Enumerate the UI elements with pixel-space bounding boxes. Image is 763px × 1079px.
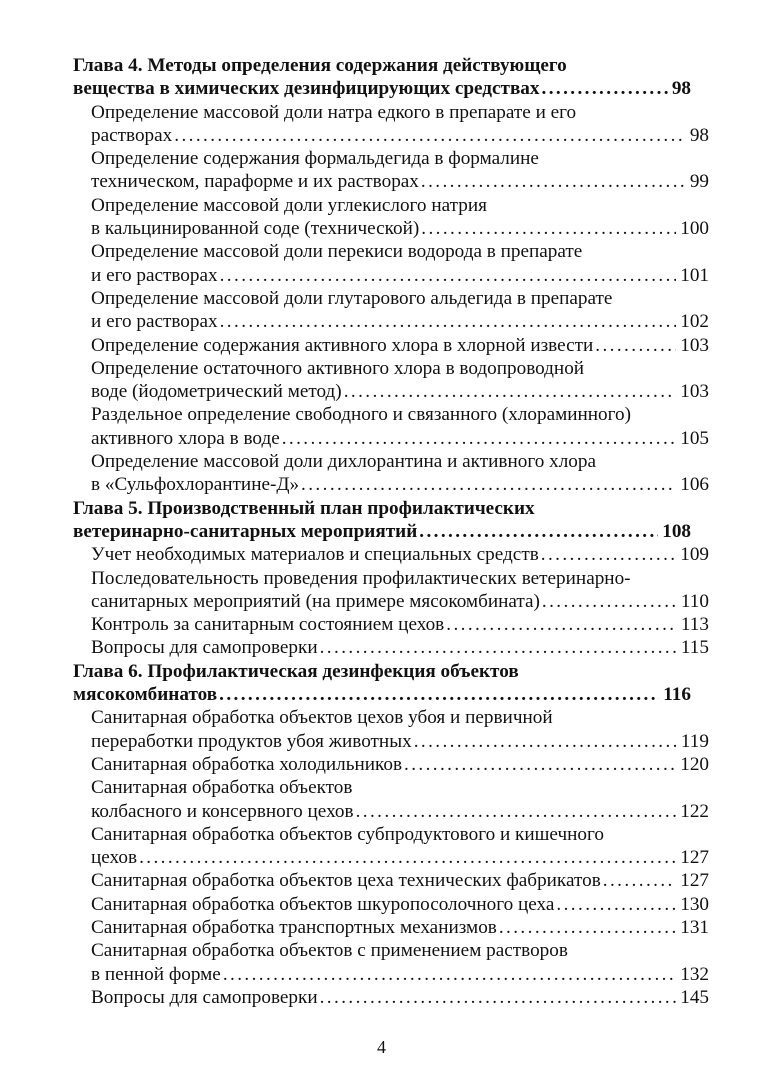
entry-leader-line <box>73 753 709 776</box>
entry-page-number: 102 <box>680 311 709 333</box>
entry-title-last-line: в кальцинированной соде (технической) <box>91 218 420 240</box>
dot-leader <box>414 730 677 753</box>
entry-title-last-line: воде (йодометрический метод) <box>91 381 342 403</box>
dot-leader <box>174 124 686 147</box>
entry-page-number: 120 <box>680 753 709 775</box>
chapter-title-last-line: ветеринарно-санитарных мероприятий <box>73 520 418 542</box>
dot-leader <box>356 800 677 823</box>
toc-entry[interactable] <box>73 916 709 939</box>
entry-leader-line <box>73 800 709 823</box>
entry-title-last-line: в пенной форме <box>91 963 221 985</box>
toc-entry[interactable] <box>73 893 709 916</box>
dot-leader <box>446 613 677 636</box>
chapter-page-number: 98 <box>671 78 691 100</box>
page-number: 4 <box>377 1037 386 1057</box>
toc-entry[interactable] <box>73 240 709 287</box>
dot-leader <box>421 217 676 240</box>
toc-entry[interactable] <box>73 753 709 776</box>
chapter-title-last-line: вещества в химических дезинфицирующих средствах <box>73 78 540 100</box>
entry-title-line: Определение содержания формальдегида в формалине <box>91 148 539 170</box>
entry-leader-line <box>73 170 709 193</box>
toc-entry[interactable] <box>73 543 709 566</box>
chapter-page-number: 108 <box>662 520 691 542</box>
entry-title-line: Определение остаточного активного хлора в водопроводной <box>91 357 585 379</box>
table-of-contents <box>73 54 709 1009</box>
entry-title-last-line: колбасного и консервного цехов <box>91 800 354 822</box>
dot-leader <box>139 846 676 869</box>
toc-entry[interactable] <box>73 706 709 753</box>
entry-page-number: 103 <box>680 381 709 403</box>
dot-leader <box>223 963 676 986</box>
entry-page-number: 106 <box>680 474 709 496</box>
entry-leader-line <box>73 613 709 636</box>
entry-title-last-line: Определение содержания активного хлора в хлорной извести <box>91 334 594 356</box>
entry-leader-line <box>73 543 709 566</box>
entry-page-number: 98 <box>689 124 709 146</box>
toc-chapter[interactable] <box>73 54 691 101</box>
entry-title-last-line: Санитарная обработка холодильников <box>91 753 402 775</box>
entry-title-line: Санитарная обработка объектов с применением растворов <box>91 940 568 962</box>
chapter-leader-line <box>73 520 691 543</box>
entry-title-last-line: и его растворах <box>91 311 218 333</box>
entry-leader-line <box>73 310 709 333</box>
entry-page-number: 113 <box>680 614 709 636</box>
toc-entry[interactable] <box>73 869 709 892</box>
toc-entry[interactable] <box>73 776 709 823</box>
toc-entry[interactable] <box>73 823 709 870</box>
toc-chapter[interactable] <box>73 497 691 544</box>
entry-title-last-line: Контроль за санитарным состоянием цехов <box>91 614 445 636</box>
toc-entry[interactable] <box>73 334 709 357</box>
dot-leader <box>282 427 677 450</box>
entry-title-last-line: активного хлора в воде <box>91 427 280 449</box>
entry-title-last-line: Санитарная обработка объектов шкуропосолочного цеха <box>91 893 555 915</box>
dot-leader <box>301 473 676 496</box>
entry-title-last-line: Вопросы для самопроверки <box>91 986 318 1008</box>
chapter-title-line: Глава 6. Профилактическая дезинфекция объектов <box>73 660 519 682</box>
entry-page-number: 131 <box>680 916 709 938</box>
dot-leader <box>320 636 677 659</box>
entry-title-last-line: санитарных мероприятий (на примере мясокомбината) <box>91 590 540 612</box>
entry-title-line: Раздельное определение свободного и связанного (хлораминного) <box>91 404 632 426</box>
entry-leader-line <box>73 334 709 357</box>
entry-page-number: 99 <box>689 171 709 193</box>
chapter-title-line: Глава 4. Методы определения содержания действующего <box>73 55 567 76</box>
dot-leader <box>541 543 676 566</box>
entry-page-number: 100 <box>680 218 709 240</box>
entry-leader-line <box>73 730 709 753</box>
entry-leader-line <box>73 427 709 450</box>
toc-entry[interactable] <box>73 357 709 404</box>
dot-leader <box>220 310 677 333</box>
entry-title-last-line: переработки продуктов убоя животных <box>91 730 412 752</box>
toc-entry[interactable] <box>73 613 709 636</box>
entry-leader-line <box>73 986 709 1009</box>
entry-title-line: Определение массовой доли дихлорантина и активного хлора <box>91 451 596 473</box>
entry-title-last-line: Санитарная обработка транспортных механизмов <box>91 916 497 938</box>
dot-leader <box>595 334 676 357</box>
toc-entry[interactable] <box>73 101 709 148</box>
entry-leader-line <box>73 916 709 939</box>
dot-leader <box>320 986 677 1009</box>
entry-leader-line <box>73 124 709 147</box>
entry-title-last-line: Санитарная обработка объектов цеха технических фабрикатов <box>91 870 601 892</box>
chapter-title-last-line: мясокомбинатов <box>73 684 218 706</box>
entry-page-number: 119 <box>680 730 709 752</box>
entry-leader-line <box>73 217 709 240</box>
entry-leader-line <box>73 869 709 892</box>
toc-entry[interactable] <box>73 986 709 1009</box>
dot-leader <box>219 683 659 706</box>
entry-leader-line <box>73 893 709 916</box>
entry-title-line: Санитарная обработка объектов цехов убоя и первичной <box>91 707 553 729</box>
entry-title-line: Определение массовой доли глутарового альдегида в препарате <box>91 287 613 309</box>
entry-title-last-line: в «Сульфохлорантине-Д» <box>91 474 300 496</box>
dot-leader <box>603 869 676 892</box>
entry-page-number: 115 <box>680 637 709 659</box>
dot-leader <box>344 380 677 403</box>
entry-title-line: Последовательность проведения профилактических ветеринарно- <box>91 567 631 589</box>
chapter-leader-line <box>73 77 691 100</box>
entry-page-number: 132 <box>680 963 709 985</box>
entry-page-number: 105 <box>680 427 709 449</box>
entry-title-last-line: Вопросы для самопроверки <box>91 637 318 659</box>
toc-entry[interactable] <box>73 147 709 194</box>
dot-leader <box>499 916 676 939</box>
entry-leader-line <box>73 264 709 287</box>
entry-title-line: Санитарная обработка объектов <box>91 777 353 799</box>
dot-leader <box>220 264 677 287</box>
entry-page-number: 103 <box>680 334 709 356</box>
entry-leader-line <box>73 590 709 613</box>
dot-leader <box>542 590 677 613</box>
entry-title-line: Определение массовой доли натра едкого в препарате и его <box>91 101 577 123</box>
entry-title-line: Определение массовой доли перекиси водорода в препарате <box>91 241 583 263</box>
toc-entry[interactable] <box>73 636 709 659</box>
entry-page-number: 109 <box>680 544 709 566</box>
entry-title-last-line: цехов <box>91 847 138 869</box>
entry-title-line: Определение массовой доли углекислого натрия <box>91 194 487 216</box>
dot-leader <box>556 893 676 916</box>
entry-page-number: 122 <box>680 800 709 822</box>
toc-entry[interactable] <box>73 567 709 614</box>
entry-page-number: 127 <box>680 847 709 869</box>
toc-entry[interactable] <box>73 403 709 450</box>
toc-entry[interactable] <box>73 450 709 497</box>
entry-title-last-line: и его растворах <box>91 264 218 286</box>
entry-title-last-line: техническом, параформе и их растворах <box>91 171 419 193</box>
entry-page-number: 130 <box>680 893 709 915</box>
entry-page-number: 101 <box>680 264 709 286</box>
entry-title-last-line: Учет необходимых материалов и специальных средств <box>91 544 539 566</box>
entry-title-line: Санитарная обработка объектов субпродуктового и кишечного <box>91 823 604 845</box>
dot-leader <box>542 77 668 100</box>
dot-leader <box>419 520 658 543</box>
entry-leader-line <box>73 473 709 496</box>
entry-leader-line <box>73 380 709 403</box>
toc-entry[interactable] <box>73 194 709 241</box>
chapter-leader-line <box>73 683 691 706</box>
dot-leader <box>404 753 676 776</box>
entry-page-number: 110 <box>680 590 709 612</box>
dot-leader <box>421 170 686 193</box>
toc-entry[interactable] <box>73 287 709 334</box>
entry-page-number: 127 <box>680 870 709 892</box>
entry-leader-line <box>73 846 709 869</box>
entry-leader-line <box>73 963 709 986</box>
entry-title-last-line: растворах <box>91 124 173 146</box>
entry-page-number: 145 <box>680 986 709 1008</box>
toc-entry[interactable] <box>73 939 709 986</box>
chapter-page-number: 116 <box>663 684 691 706</box>
entry-leader-line <box>73 636 709 659</box>
chapter-title-line: Глава 5. Производственный план профилактических <box>73 497 535 519</box>
toc-chapter[interactable] <box>73 660 691 707</box>
